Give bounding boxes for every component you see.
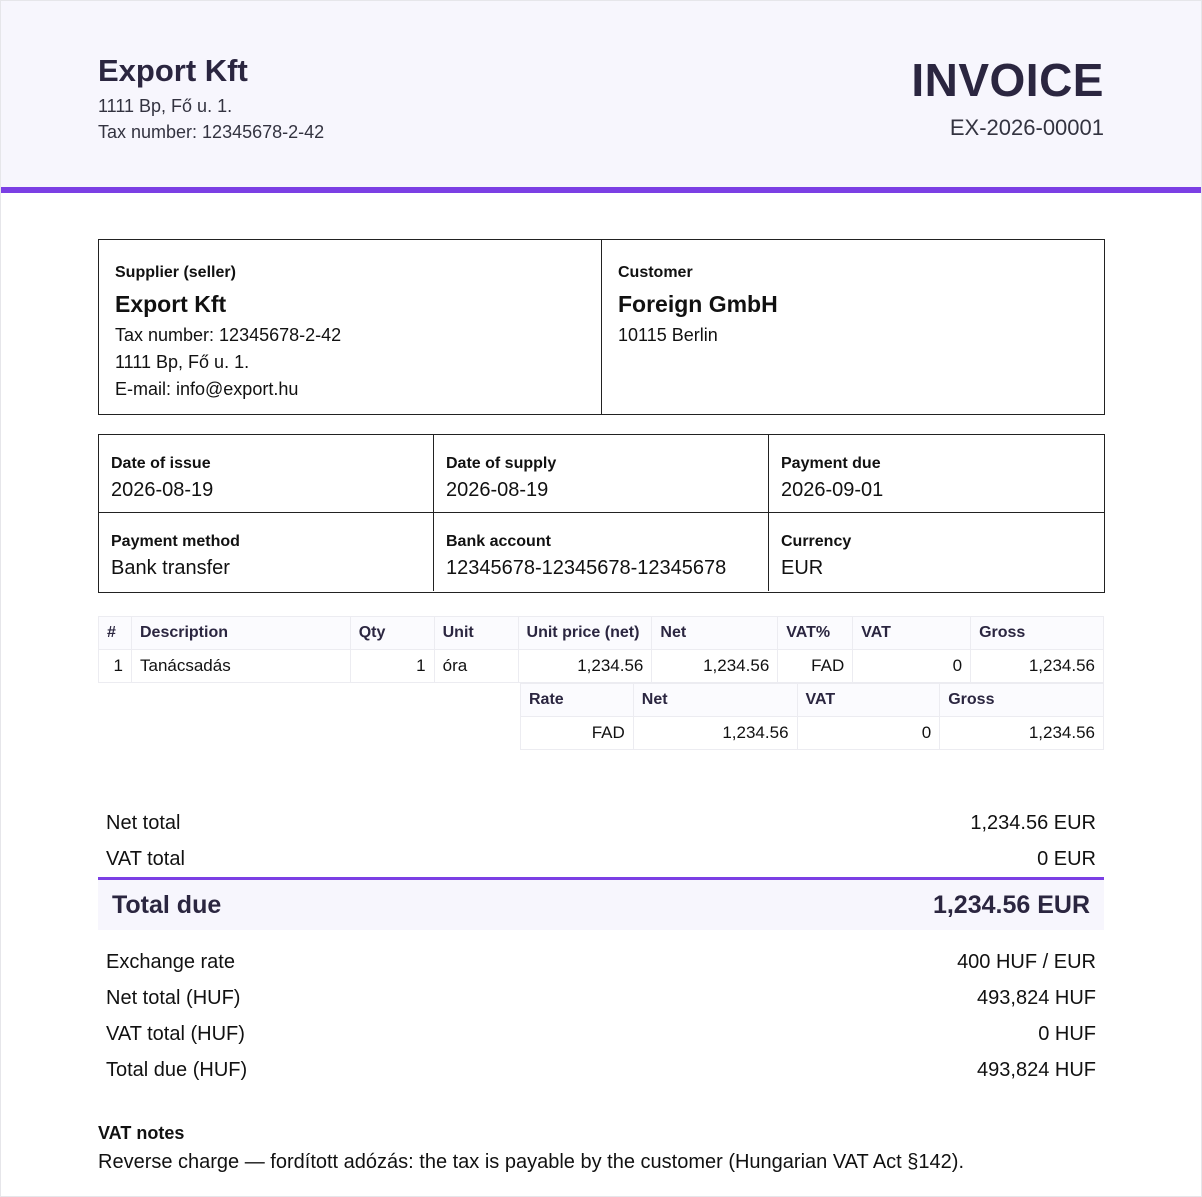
totals-section bbox=[98, 805, 1104, 1088]
item-description: Tanácsadás bbox=[131, 650, 350, 683]
col-header-unit: Unit bbox=[434, 617, 518, 650]
item-unit: óra bbox=[434, 650, 518, 683]
bank-account-cell bbox=[434, 513, 769, 591]
col-header-description: Description bbox=[131, 617, 350, 650]
total-due-huf-row bbox=[98, 1052, 1104, 1088]
customer-heading: Customer bbox=[618, 264, 693, 281]
vat-col-header-net: Net bbox=[633, 684, 797, 717]
vat-amount: 0 bbox=[797, 717, 940, 750]
table-row bbox=[99, 650, 1104, 683]
issue-date-value: 2026-08-19 bbox=[111, 479, 214, 501]
vat-net: 1,234.56 bbox=[633, 717, 797, 750]
col-header-unit-price: Unit price (net) bbox=[518, 617, 652, 650]
invoice-title: INVOICE bbox=[911, 54, 1104, 106]
col-header-vat: VAT bbox=[853, 617, 971, 650]
col-header-qty: Qty bbox=[350, 617, 434, 650]
exchange-rate-row bbox=[98, 944, 1104, 980]
net-total-value: 1,234.56 EUR bbox=[970, 811, 1096, 834]
total-due-value: 1,234.56 EUR bbox=[932, 890, 1090, 919]
supplier-address: 1111 Bp, Fő u. 1. bbox=[115, 352, 250, 372]
col-header-index: # bbox=[99, 617, 132, 650]
vat-total-huf-row bbox=[98, 1016, 1104, 1052]
exchange-rate-value: 400 HUF / EUR bbox=[957, 950, 1096, 973]
vat-summary-header-row bbox=[521, 684, 1104, 717]
supplier-heading: Supplier (seller) bbox=[115, 264, 236, 281]
bank-account-label: Bank account bbox=[446, 533, 551, 550]
item-gross: 1,234.56 bbox=[971, 650, 1104, 683]
item-index: 1 bbox=[99, 650, 132, 683]
supply-date-cell bbox=[434, 435, 769, 513]
total-due-huf-label: Total due (HUF) bbox=[106, 1058, 248, 1081]
total-due-huf-value: 493,824 HUF bbox=[977, 1058, 1096, 1081]
vat-gross: 1,234.56 bbox=[940, 717, 1104, 750]
header-accent-bar bbox=[1, 187, 1201, 193]
net-total-label: Net total bbox=[106, 811, 181, 834]
currency-value: EUR bbox=[781, 557, 824, 579]
bank-account-value: 12345678-12345678-12345678 bbox=[446, 557, 727, 579]
payment-due-label: Payment due bbox=[781, 455, 881, 472]
currency-cell bbox=[769, 513, 1104, 591]
net-total-huf-label: Net total (HUF) bbox=[106, 986, 241, 1009]
vat-notes-text: Reverse charge — fordított adózás: the tax is payable by the customer (Hungarian VAT Act §142). bbox=[98, 1151, 965, 1173]
total-due-row bbox=[98, 877, 1104, 930]
vat-total-label: VAT total bbox=[106, 847, 185, 870]
invoice-number: EX-2026-00001 bbox=[949, 115, 1104, 140]
vat-notes-heading: VAT notes bbox=[98, 1123, 185, 1143]
customer-address: 10115 Berlin bbox=[618, 325, 718, 345]
col-header-net: Net bbox=[652, 617, 778, 650]
item-unit-price: 1,234.56 bbox=[518, 650, 652, 683]
customer-panel bbox=[601, 240, 1104, 414]
item-vat: 0 bbox=[853, 650, 971, 683]
item-net: 1,234.56 bbox=[652, 650, 778, 683]
line-items-header-row bbox=[99, 617, 1104, 650]
table-row bbox=[521, 717, 1104, 750]
item-qty: 1 bbox=[350, 650, 434, 683]
invoice-meta-grid bbox=[98, 434, 1105, 593]
exchange-rate-label: Exchange rate bbox=[106, 950, 235, 973]
payment-due-cell bbox=[769, 435, 1104, 513]
vat-total-row bbox=[98, 841, 1104, 877]
vat-total-huf-label: VAT total (HUF) bbox=[106, 1022, 245, 1045]
payment-due-value: 2026-09-01 bbox=[781, 479, 884, 501]
supplier-name: Export Kft bbox=[115, 291, 227, 317]
item-vat-rate: FAD bbox=[778, 650, 853, 683]
payment-method-cell bbox=[99, 513, 434, 591]
company-name: Export Kft bbox=[98, 53, 248, 88]
net-total-huf-row bbox=[98, 980, 1104, 1016]
col-header-vat-rate: VAT% bbox=[778, 617, 853, 650]
vat-col-header-rate: Rate bbox=[521, 684, 634, 717]
vat-total-huf-value: 0 HUF bbox=[1038, 1022, 1096, 1045]
currency-label: Currency bbox=[781, 533, 852, 550]
vat-rate: FAD bbox=[521, 717, 634, 750]
net-total-row bbox=[98, 805, 1104, 841]
invoice-header bbox=[1, 1, 1201, 187]
vat-col-header-vat: VAT bbox=[797, 684, 940, 717]
issue-date-label: Date of issue bbox=[111, 455, 211, 472]
parties-box bbox=[98, 239, 1105, 415]
total-due-label: Total due bbox=[112, 890, 222, 919]
col-header-gross: Gross bbox=[971, 617, 1104, 650]
vat-col-header-gross: Gross bbox=[940, 684, 1104, 717]
company-address: 1111 Bp, Fő u. 1. bbox=[98, 96, 233, 116]
line-items-table bbox=[98, 616, 1104, 683]
supplier-email: E-mail: info@export.hu bbox=[115, 379, 299, 399]
supplier-panel bbox=[99, 240, 601, 414]
company-tax-number: Tax number: 12345678-2-42 bbox=[98, 122, 325, 142]
issue-date-cell bbox=[99, 435, 434, 513]
supply-date-label: Date of supply bbox=[446, 455, 557, 472]
payment-method-label: Payment method bbox=[111, 533, 240, 550]
supplier-tax: Tax number: 12345678-2-42 bbox=[115, 325, 342, 345]
payment-method-value: Bank transfer bbox=[111, 557, 230, 579]
customer-name: Foreign GmbH bbox=[618, 291, 778, 317]
net-total-huf-value: 493,824 HUF bbox=[977, 986, 1096, 1009]
supply-date-value: 2026-08-19 bbox=[446, 479, 549, 501]
vat-total-value: 0 EUR bbox=[1037, 847, 1096, 870]
vat-summary-table bbox=[520, 683, 1104, 750]
